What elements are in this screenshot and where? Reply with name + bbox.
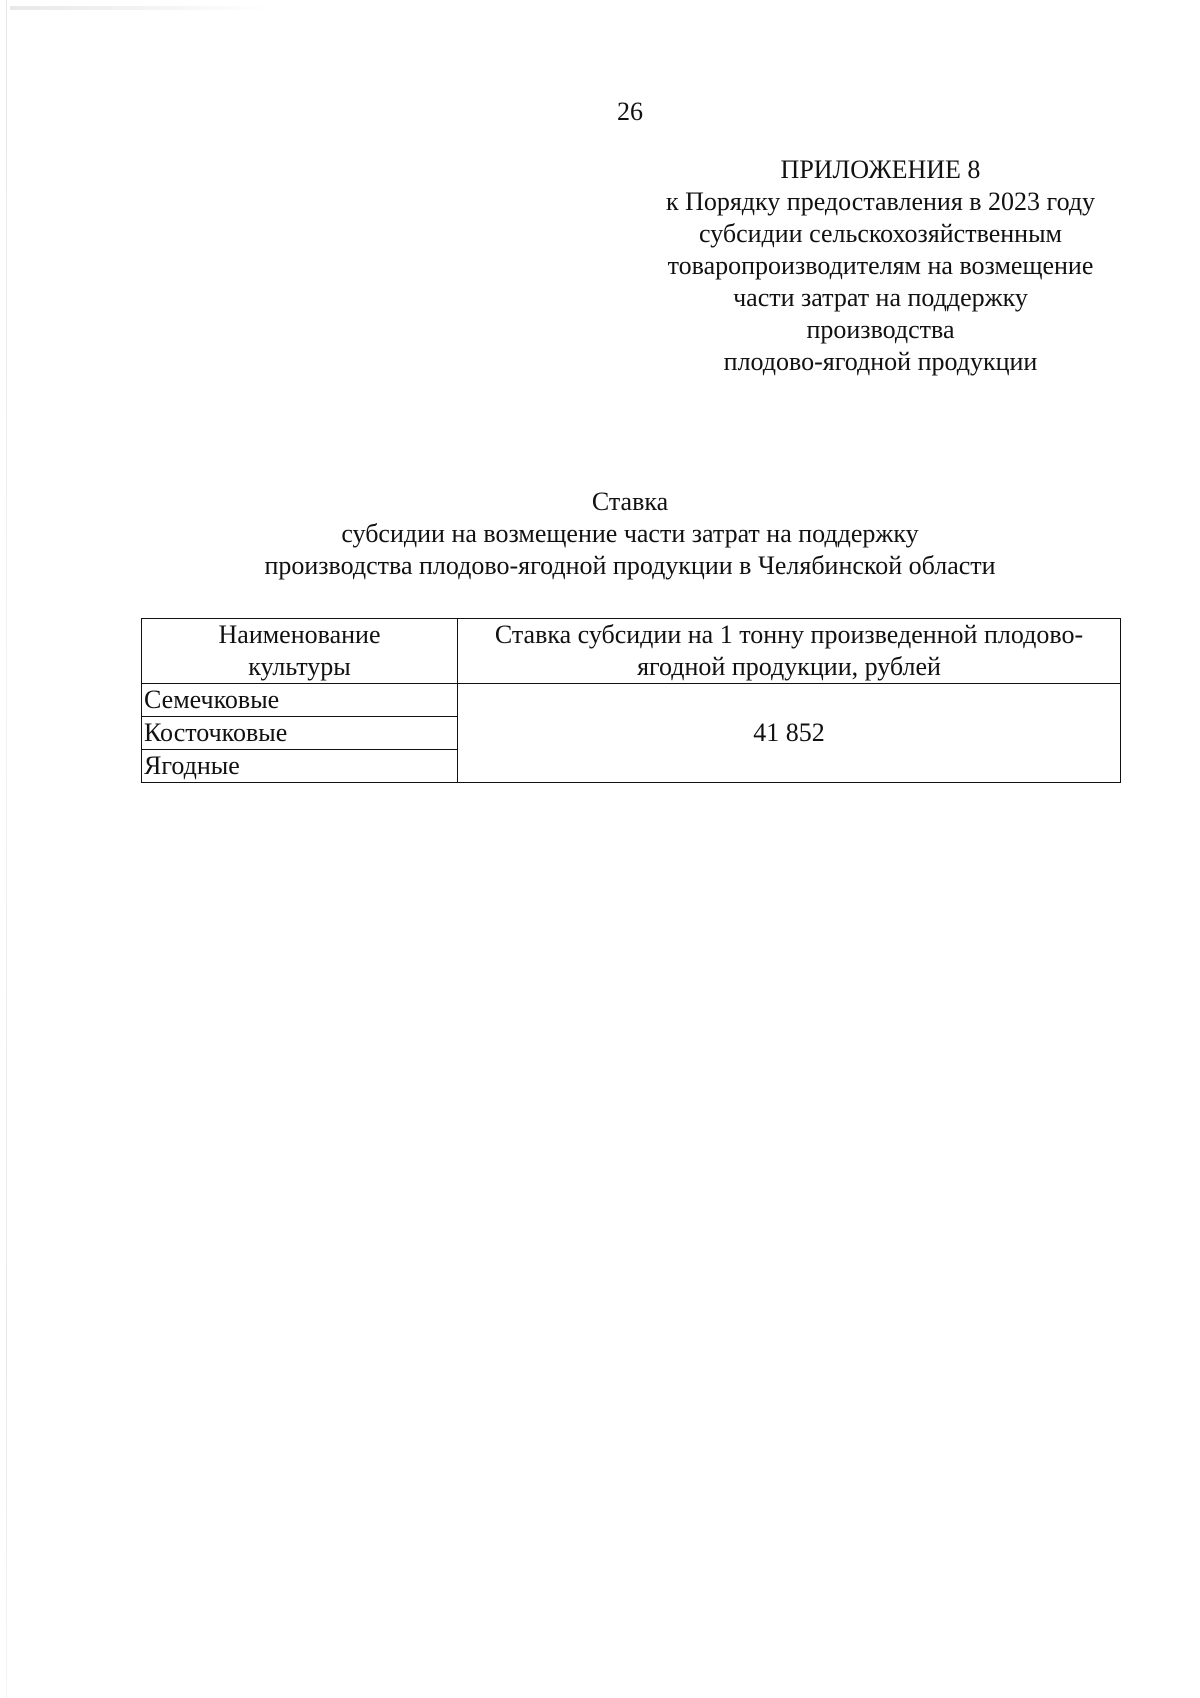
crop-name-cell: Косточковые [142, 717, 458, 750]
appendix-line: субсидии сельскохозяйственным [699, 219, 1062, 248]
appendix-line: товаропроизводителям на возмещение [667, 251, 1094, 280]
crop-name-cell: Ягодные [142, 750, 458, 783]
document-heading [140, 486, 1120, 582]
page-number: 26 [617, 97, 643, 126]
appendix-line: к Порядку предоставления в 2023 году [665, 187, 1096, 216]
scan-edge-top [10, 6, 270, 10]
scan-edge-left [6, 0, 7, 1698]
appendix-line: производства [806, 315, 955, 344]
header-crop-line: Наименование [218, 620, 381, 649]
header-rate-line: Ставка субсидии на 1 тонну произведенной плодово- [494, 620, 1084, 649]
rate-value-cell: 41 852 [458, 684, 1121, 783]
subsidy-rate-table [141, 618, 1121, 783]
heading-line: субсидии на возмещение части затрат на поддержку [341, 519, 919, 548]
header-rate-line: ягодной продукции, рублей [637, 652, 941, 681]
appendix-block [648, 154, 1113, 378]
crop-name-cell: Семечковые [142, 684, 458, 717]
appendix-line: плодово-ягодной продукции [723, 347, 1038, 376]
header-crop-name [142, 619, 458, 684]
table-row [142, 684, 1121, 717]
heading-title: Ставка [591, 487, 669, 516]
heading-line: производства плодово-ягодной продукции в Челябинской области [264, 551, 996, 580]
header-subsidy-rate [458, 619, 1121, 684]
appendix-title: ПРИЛОЖЕНИЕ 8 [780, 155, 981, 184]
table-header-row [142, 619, 1121, 684]
appendix-line: части затрат на поддержку [733, 283, 1028, 312]
header-crop-line: культуры [248, 652, 351, 681]
